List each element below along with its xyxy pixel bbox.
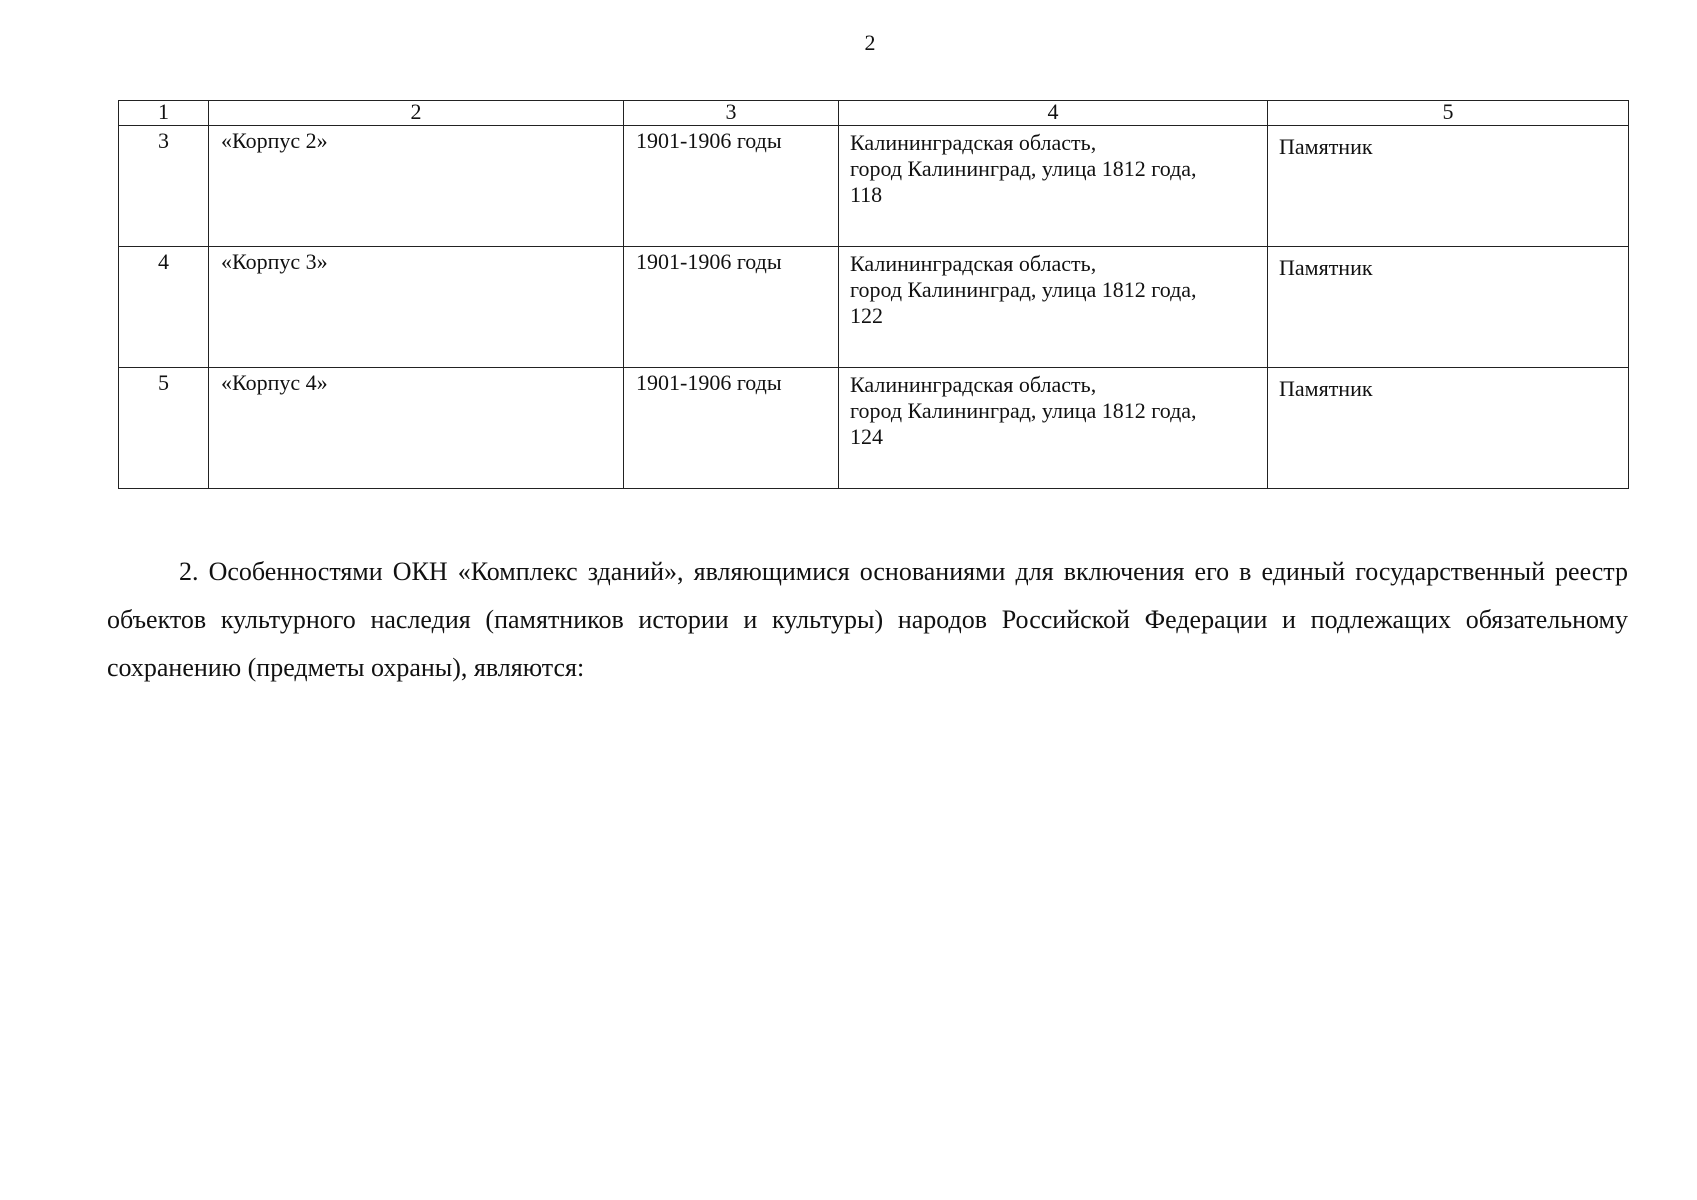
address-street: город Калининград, улица 1812 года,: [850, 398, 1197, 423]
row-number: 5: [119, 368, 209, 489]
table-header-row: [119, 101, 1629, 126]
table-row: [119, 247, 1629, 368]
column-header-2: 2: [209, 101, 624, 126]
object-address: [839, 368, 1268, 489]
object-category: Памятник: [1268, 368, 1629, 489]
row-number: 4: [119, 247, 209, 368]
address-house: 124: [850, 424, 883, 449]
column-header-5: 5: [1268, 101, 1629, 126]
object-name: «Корпус 2»: [209, 126, 624, 247]
address-house: 118: [850, 182, 883, 207]
object-name: «Корпус 3»: [209, 247, 624, 368]
address-region: Калининградская область,: [850, 130, 1097, 155]
table-row: [119, 126, 1629, 247]
table-row: [119, 368, 1629, 489]
address-house: 122: [850, 303, 883, 328]
object-address: [839, 247, 1268, 368]
address-street: город Калининград, улица 1812 года,: [850, 277, 1197, 302]
body-paragraph: 2. Особенностями ОКН «Комплекс зданий», являющимися основаниями для включения его в единый государственный реестр объектов культурного наследия (памятников истории и культуры) народов Российской Федерации и подлежащих обязательному сохранению (предметы охраны), являются:: [107, 557, 1628, 682]
address-region: Калининградская область,: [850, 251, 1097, 276]
column-header-4: 4: [839, 101, 1268, 126]
page-number: 2: [864, 30, 876, 55]
object-category: Памятник: [1268, 247, 1629, 368]
column-header-1: 1: [119, 101, 209, 126]
row-number: 3: [119, 126, 209, 247]
heritage-objects-table: [118, 100, 1629, 489]
object-date: 1901-1906 годы: [624, 247, 839, 368]
object-date: 1901-1906 годы: [624, 368, 839, 489]
address-street: город Калининград, улица 1812 года,: [850, 156, 1197, 181]
object-category: Памятник: [1268, 126, 1629, 247]
address-region: Калининградская область,: [850, 372, 1097, 397]
object-name: «Корпус 4»: [209, 368, 624, 489]
column-header-3: 3: [624, 101, 839, 126]
object-date: 1901-1906 годы: [624, 126, 839, 247]
object-address: [839, 126, 1268, 247]
